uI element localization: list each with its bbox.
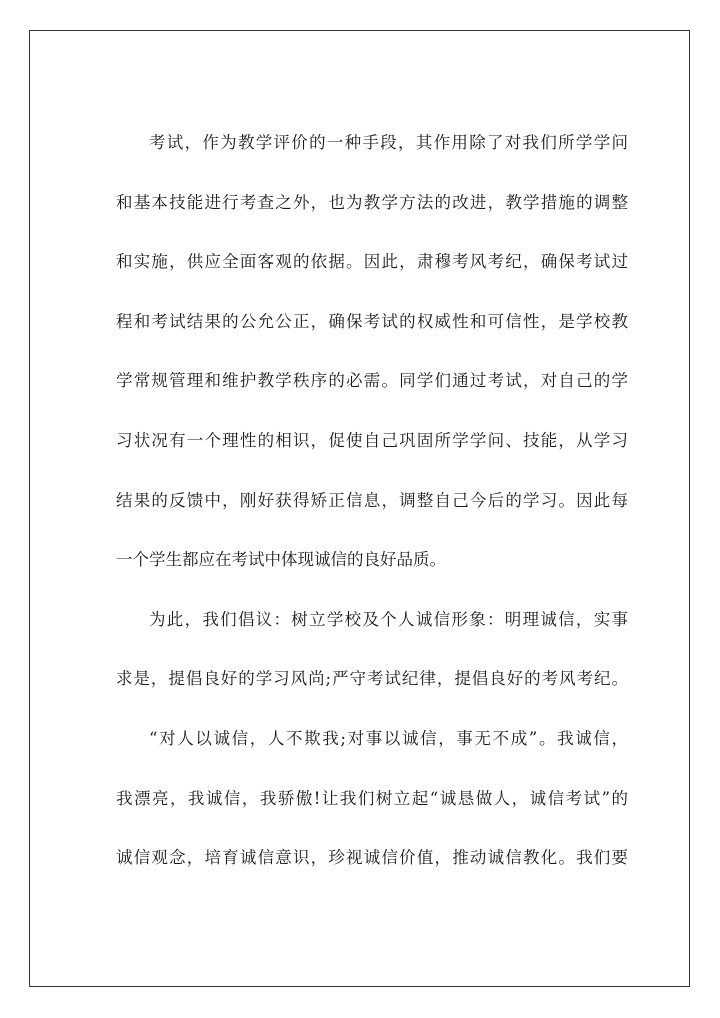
paragraph-line: “对人以诚信，人不欺我;对事以诚信，事无不成”。我诚信， <box>149 728 628 748</box>
paragraph-line: 和实施，供应全面客观的依据。因此，肃穆考风考纪，确保考试过 <box>116 252 628 272</box>
document-body <box>116 123 628 898</box>
paragraph-line: 我漂亮，我诚信，我骄傲!让我们树立起“诚恳做人，诚信考试”的 <box>116 788 628 808</box>
paragraph-line: 诚信观念，培育诚信意识，珍视诚信价值，推动诚信教化。我们要 <box>116 848 628 868</box>
paragraph-line: 为此，我们倡议：树立学校及个人诚信形象：明理诚信，实事 <box>149 609 628 629</box>
paragraph-line: 学常规管理和维护教学秩序的必需。同学们通过考试，对自己的学 <box>116 371 628 391</box>
paragraph-line: 考试，作为教学评价的一种手段，其作用除了对我们所学学问 <box>149 133 628 152</box>
paragraph-line: 程和考试结果的公允公正，确保考试的权威性和可信性，是学校教 <box>116 311 628 331</box>
paragraph-line: 和基本技能进行考查之外，也为教学方法的改进，教学措施的调整 <box>116 192 628 212</box>
paragraph-line: 习状况有一个理性的相识，促使自己巩固所学学问、技能，从学习 <box>116 430 628 450</box>
paragraph-line: 求是，提倡良好的学习风尚;严守考试纪律，提倡良好的考风考纪。 <box>116 669 628 689</box>
paragraph-line: 结果的反馈中，刚好获得矫正信息，调整自己今后的学习。因此每 <box>116 490 628 510</box>
paragraph-line: 一个学生都应在考试中体现诚信的良好品质。 <box>116 550 446 570</box>
